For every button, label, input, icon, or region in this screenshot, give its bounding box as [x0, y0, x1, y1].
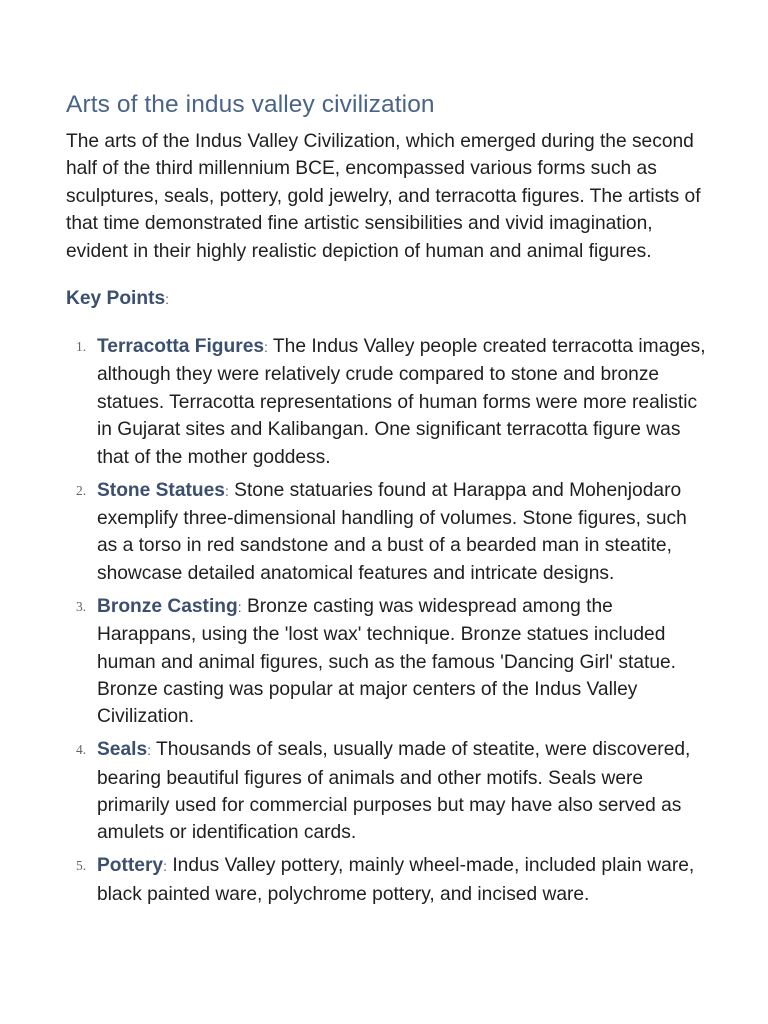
- list-item-terracotta-figures: [66, 333, 706, 471]
- list-item-title: Terracotta Figures: [97, 336, 265, 358]
- list-item-number: 4.: [76, 742, 87, 758]
- list-item-title: Stone Statues: [97, 479, 225, 501]
- list-item-separator: :: [147, 742, 152, 759]
- list-item-pottery: [66, 852, 706, 908]
- key-points-heading: [66, 285, 706, 313]
- list-item-title: Bronze Casting: [97, 595, 238, 617]
- list-item-separator: :: [237, 598, 242, 615]
- list-item-separator: :: [264, 339, 268, 356]
- list-item-bronze-casting: [66, 593, 706, 731]
- list-item-number: 5.: [76, 858, 87, 874]
- list-item-separator: :: [224, 482, 229, 499]
- list-item-text: Thousands of seals, usually made of steatite, were discovered, bearing beautiful figures of animals and other motifs. Seals were primarily used for commercial purposes but may have also served as amulets or identification cards.: [97, 739, 691, 844]
- list-item-title: Pottery: [97, 855, 164, 877]
- document-page: [66, 88, 706, 914]
- list-item-text: Bronze casting was widespread among the Harappans, using the 'lost wax' technique. Bronze statues included human and animal figures, such as the famous 'Dancing Girl' statue. Bronze casting was popular at major centers of the Indus Valley Civilization.: [97, 595, 676, 728]
- list-item-number: 1.: [76, 339, 87, 355]
- list-item-separator: :: [163, 858, 167, 875]
- list-item-number: 3.: [76, 598, 87, 614]
- page-title: Arts of the indus valley civilization: [66, 91, 435, 118]
- list-item-text: Stone statuaries found at Harappa and Mohenjodaro exemplify three-dimensional handling of volumes. Stone figures, such as a torso in red sandstone and a bust of a bearded man in steatite, showcase detailed anatomical features and intricate designs.: [97, 479, 687, 584]
- key-points-list: [66, 333, 706, 908]
- list-item-title: Seals: [97, 739, 148, 761]
- list-item-stone-statues: [66, 477, 706, 588]
- intro-paragraph: The arts of the Indus Valley Civilization, which emerged during the second half of the third millennium BCE, encompassed various forms such as sculptures, seals, pottery, gold jewelry, and terracotta figures. The artists of that time demonstrated fine artistic sensibilities and vivid imagination, evident in their highly realistic depiction of human and animal figures.: [66, 131, 701, 262]
- key-points-label: Key Points: [66, 288, 166, 310]
- list-item-number: 2.: [76, 482, 87, 498]
- key-points-colon: :: [165, 291, 170, 308]
- list-item-text: Indus Valley pottery, mainly wheel-made, included plain ware, black painted ware, polychrome pottery, and incised ware.: [97, 855, 695, 905]
- list-item-seals: [66, 736, 706, 847]
- list-item-text: The Indus Valley people created terracotta images, although they were relatively crude compared to stone and bronze statues. Terracotta representations of human forms were more realistic in Gujarat sites and Kalibangan. One significant terracotta figure was that of the mother goddess.: [97, 336, 706, 468]
